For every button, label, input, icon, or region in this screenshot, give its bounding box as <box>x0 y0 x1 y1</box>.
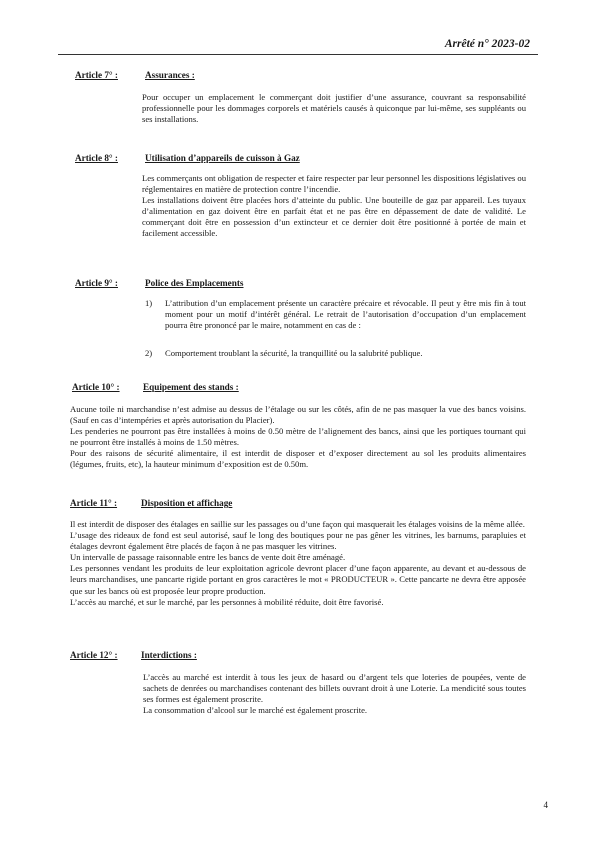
list-item <box>145 298 526 331</box>
article-body <box>70 404 526 471</box>
list-number: 2) <box>145 348 153 358</box>
article-label: Article 12° : <box>70 650 118 660</box>
paragraph: Pour des raisons de sécurité alimentaire, il est interdit de disposer et d’exposer directement au sol les produits alimentaires (légumes, fruits, etc), la hauteur minimum d’exposition est de 0.50m. <box>70 448 526 470</box>
header-rule <box>58 54 538 55</box>
paragraph: L’accès au marché est interdit à tous les jeux de hasard ou d’argent tels que loteries de poupées, vente de sachets de denrées ou marchandises contenant des billets ouvrant droit à une Loterie. La mendicité sous toutes ses formes est également proscrite. <box>143 672 526 705</box>
article-label: Article 9° : <box>75 278 118 288</box>
page-number: 4 <box>543 800 548 810</box>
paragraph: Les personnes vendant les produits de leur exploitation agricole devront placer d’une façon apparente, au devant et au-dessous de leurs marchandises, une pancarte rigide portant en gros caractères le mot « PRODUCTEUR ». Cette pancarte ne devra être apposée que sur les bancs où est proposée leur propre production. <box>70 563 526 596</box>
article-body <box>143 672 526 716</box>
article-body <box>70 519 526 608</box>
paragraph: Un intervalle de passage raisonnable entre les bancs de vente doit être aménagé. <box>70 552 346 563</box>
list-number: 1) <box>145 298 153 308</box>
article-label: Article 7° : <box>75 70 118 80</box>
article-title: Utilisation d’appareils de cuisson à Gaz <box>145 153 300 163</box>
article-title: Equipement des stands : <box>143 382 239 392</box>
article-title: Police des Emplacements <box>145 278 244 288</box>
list-text: L’attribution d’un emplacement présente un caractère précaire et révocable. Il peut y être mis fin à tout moment pour un motif d’intérêt général. Le retrait de l’autorisation d’occupation d’un emplacement pourra être prononcé par le maire, notamment en cas de : <box>165 298 526 331</box>
article-title: Interdictions : <box>141 650 197 660</box>
paragraph: Pour occuper un emplacement le commerçant doit justifier d’une assurance, couvrant sa responsabilité professionnelle pour les dommages corporels et matériels causés à quiconque par lui-même, ses suppléants ou ses installations. <box>142 92 526 125</box>
paragraph: Les commerçants ont obligation de respecter et faire respecter par leur personnel les dispositions législatives ou réglementaires en matière de protection contre l’incendie. <box>142 173 526 195</box>
paragraph: Les penderies ne pourront pas être installées à moins de 0.50 mètre de l’alignement des bancs, ainsi que les portiques tournant qui ne pourront être installés à moins de 1.50 mètres. <box>70 426 526 448</box>
paragraph: L’accès au marché, et sur le marché, par les personnes à mobilité réduite, doit être favorisé. <box>70 596 384 607</box>
article-label: Article 8° : <box>75 153 118 163</box>
paragraph: L’usage des rideaux de fond est seul autorisé, sauf le long des boutiques pour ne pas gêner les vitrines, les barnums, parapluies et étalages devront également être placés de façon à ne pas masquer les vitrines. <box>70 530 526 552</box>
paragraph: Il est interdit de disposer des étalages en saillie sur les passages ou d’une façon qui masquerait les étalages voisins de la même allée. <box>70 519 525 529</box>
paragraph: Aucune toile ni marchandise n’est admise au dessus de l’étalage ou sur les côtés, afin de ne pas masquer la vue des bancs voisins. (Sauf en cas d’intempéries et après autorisation du Placier). <box>70 404 526 426</box>
article-title: Assurances : <box>145 70 195 80</box>
article-label: Article 11° : <box>70 498 118 508</box>
document-header-title: Arrêté n° 2023-02 <box>444 38 530 50</box>
article-label: Article 10° : <box>72 382 120 392</box>
article-title: Disposition et affichage <box>141 498 233 508</box>
paragraph: Les installations doivent être placées hors d’atteinte du public. Une bouteille de gaz par appareil. Les tuyaux d’alimentation en gaz doivent être en parfait état et ne pas être en dépassement de date de validité. Le commerçant doit être en possession d’un extincteur et ce dernier doit être positionné à portée de main et facilement accessible. <box>142 195 526 239</box>
article-body <box>142 92 526 125</box>
list-item <box>145 348 526 359</box>
article-body <box>142 173 526 240</box>
list-text: Comportement troublant la sécurité, la tranquillité ou la salubrité publique. <box>165 348 423 358</box>
paragraph: La consommation d’alcool sur le marché est également proscrite. <box>143 705 368 716</box>
